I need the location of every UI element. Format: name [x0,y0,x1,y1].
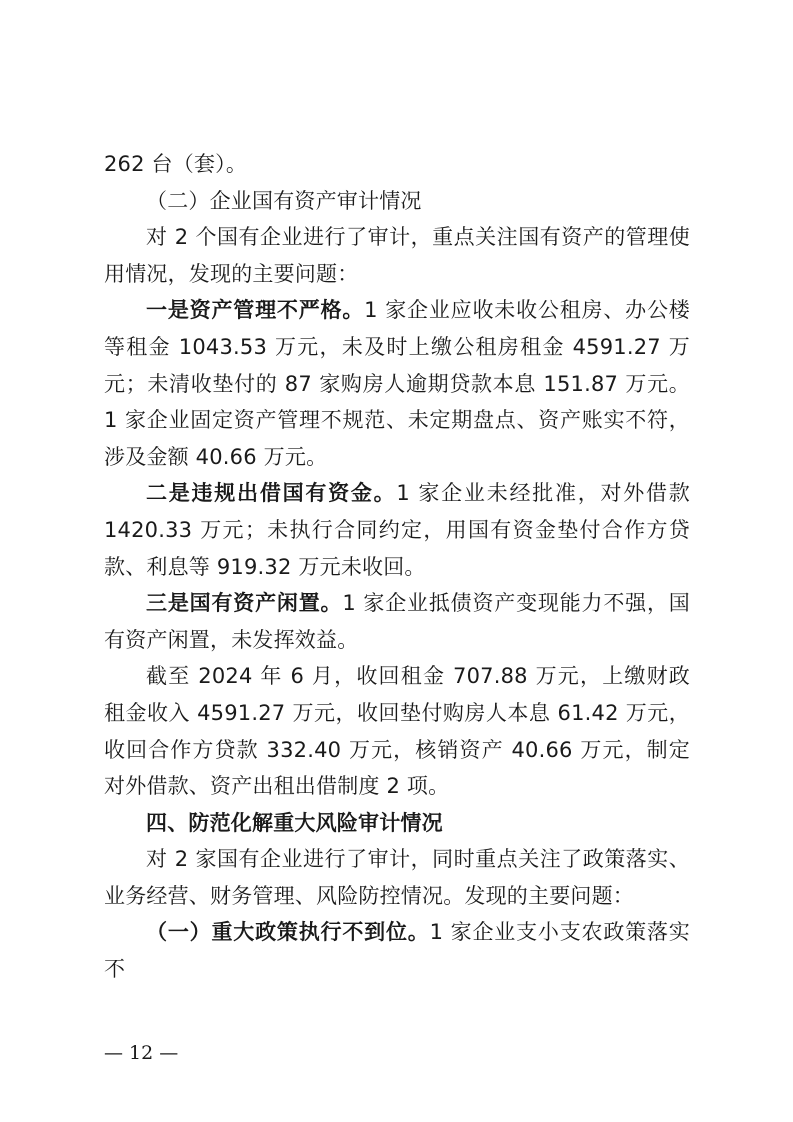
paragraph-issue-three [104,585,690,658]
paragraph-text: 1 家企业应收未收公租房、办公楼等租金 1043.53 万元，未及时上缴公租房租金 4591.27 万元；未清收垫付的 87 家购房人逾期贷款本息 151.87 万元。1 家企业固定资产管理不规范、未定期盘点、资产账实不符，涉及金额 40.66 万元。 [104,298,690,469]
paragraph-text: 1 家企业支小支农政策落实不 [104,920,690,982]
paragraph-text: 1 家企业未经批准，对外借款 1420.33 万元；未执行合同约定，用国有资金垫付合作方贷款、利息等 919.32 万元未收回。 [104,481,690,579]
issue-heading: 三是国有资产闲置。 [146,591,343,616]
paragraph-text: 截至 2024 年 6 月，收回租金 707.88 万元，上缴财政租金收入 4591.27 万元，收回垫付购房人本息 61.42 万元，收回合作方贷款 332.40 万元，核销资产 40.66 万元，制定对外借款、资产出租出借制度 2 项。 [104,664,690,799]
issue-heading: 一是资产管理不严格。 [146,298,365,323]
paragraph-audit-scope [104,219,690,292]
document-body [104,146,690,988]
paragraph-issue-one [104,292,690,475]
paragraph-text: 对 2 家国有企业进行了审计，同时重点关注了政策落实、业务经营、财务管理、风险防控情况。发现的主要问题： [104,847,690,908]
paragraph-continuation [104,146,690,183]
section-heading-state-assets [104,183,690,220]
page-number: — 12 — [104,1042,179,1064]
paragraph-text: （二）企业国有资产审计情况 [146,188,422,213]
paragraph-text: 1 家企业抵债资产变现能力不强，国有资产闲置，未发挥效益。 [104,591,690,652]
paragraph-issue-two [104,475,690,585]
section-heading-text: 四、防范化解重大风险审计情况 [146,810,443,835]
paragraph-text: 对 2 个国有企业进行了审计，重点关注国有资产的管理使用情况，发现的主要问题： [104,225,690,286]
paragraph-risk-scope [104,841,690,914]
paragraph-rectification [104,658,690,804]
issue-heading: （一）重大政策执行不到位。 [146,920,430,945]
paragraph-policy-issue [104,914,690,987]
section-heading-risk-audit [104,805,690,842]
issue-heading: 二是违规出借国有资金。 [146,481,397,506]
paragraph-text: 262 台（套）。 [104,152,248,176]
